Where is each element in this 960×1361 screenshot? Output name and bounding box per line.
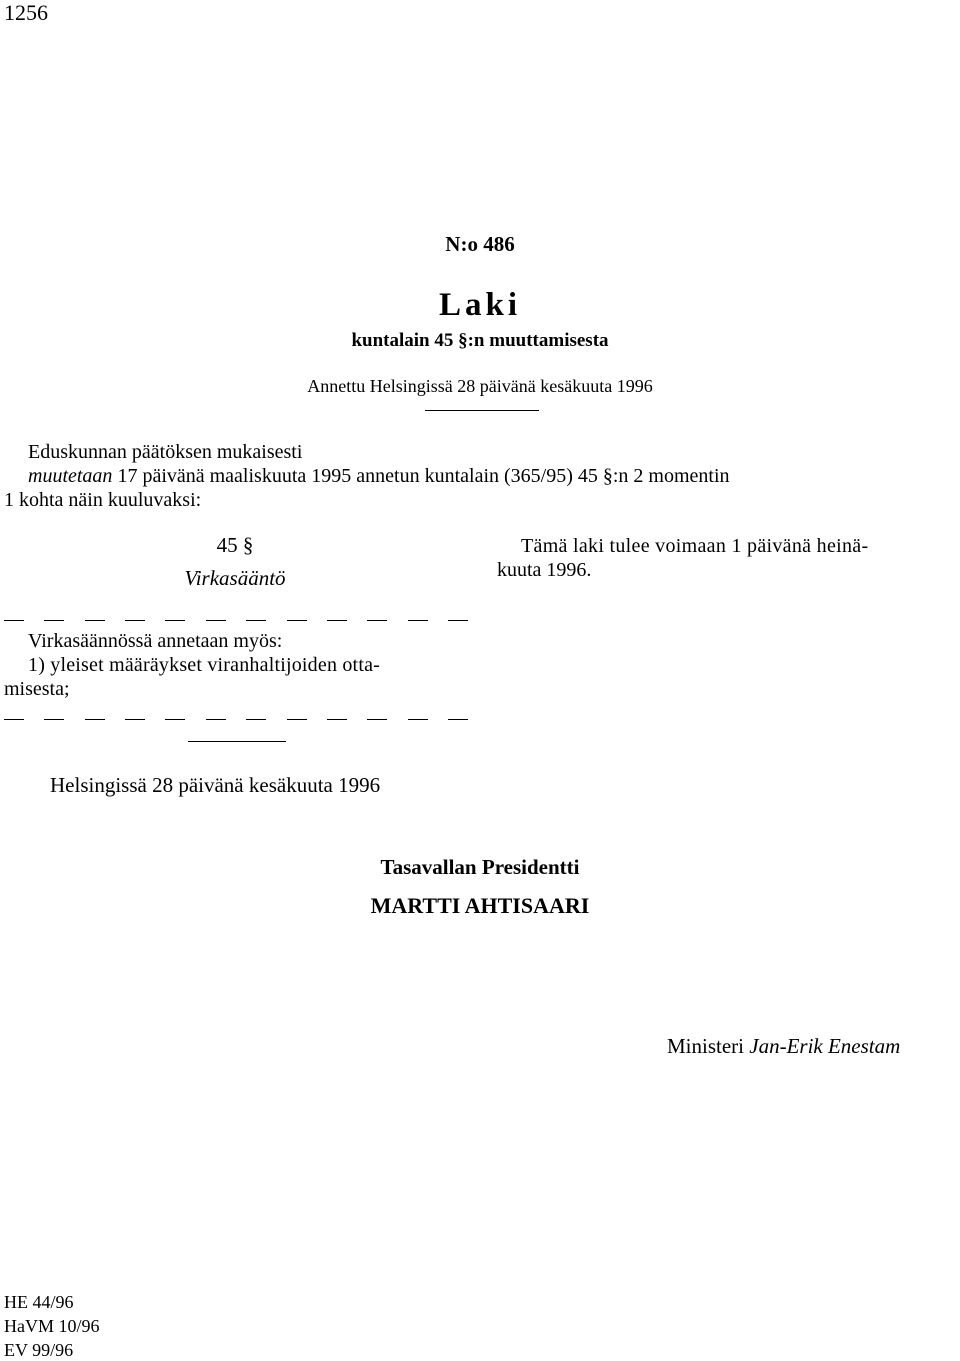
law-title: Laki [438,287,522,323]
section-body-line-3: misesta; [4,678,70,700]
president-title: Tasavallan Presidentti [380,855,580,879]
section-heading: Virkasääntö [184,566,286,590]
reference-havm: HaVM 10/96 [4,1316,100,1336]
enactment-date: Annettu Helsingissä 28 päivänä kesäkuuta 1996 [307,376,653,396]
statute-number: N:o 486 [445,232,515,256]
place-date: Helsingissä 28 päivänä kesäkuuta 1996 [50,773,381,797]
preamble-verb: muutetaan [28,465,113,487]
omission-marker [4,620,468,621]
minister-label: Ministeri [667,1034,744,1058]
section-body-line-1: Virkasäännössä annetaan myös: [28,630,283,652]
entry-into-force-line-1: Tämä laki tulee voimaan 1 päivänä heinä- [521,535,869,557]
page-number: 1256 [4,0,48,25]
preamble-line-2 [28,465,958,488]
law-subtitle: kuntalain 45 §:n muuttamisesta [351,330,609,351]
minister-name: Jan-Erik Enestam [749,1034,901,1058]
reference-ev: EV 99/96 [4,1340,74,1360]
preamble-line-3: 1 kohta näin kuuluvaksi: [4,489,202,511]
entry-into-force-line-2: kuuta 1996. [497,559,592,581]
president-name: MARTTI AHTISAARI [370,893,590,918]
omission-marker [4,719,468,720]
reference-he: HE 44/96 [4,1292,74,1312]
minister-signature [667,1034,900,1059]
section-end-divider [188,741,286,742]
section-number: 45 § [216,533,254,557]
preamble-line-2-text: 17 päivänä maaliskuuta 1995 annetun kuntalain (365/95) 45 §:n 2 momentin [112,465,730,487]
preamble-line-1: Eduskunnan päätöksen mukaisesti [28,441,303,463]
section-body-line-2: 1) yleiset määräykset viranhaltijoiden otta- [28,654,381,676]
title-divider [425,410,539,411]
